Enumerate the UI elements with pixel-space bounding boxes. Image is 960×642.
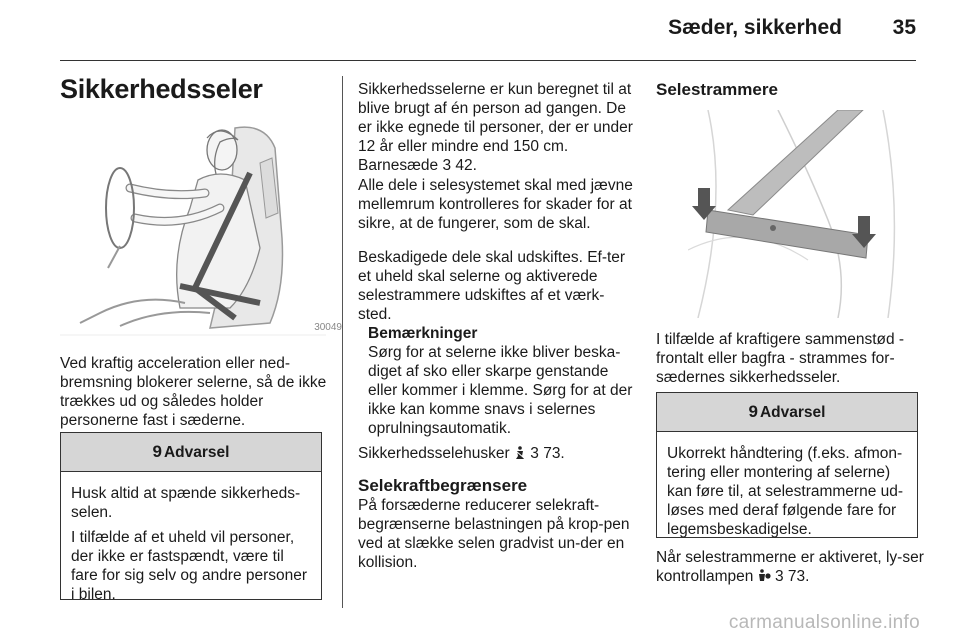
inspection-paragraph: Alle dele i selesystemet skal med jævne mellemrum kontrolleres for skader for at sikre, at de fungerer, som de skal. [358, 177, 633, 232]
warning-header [657, 393, 917, 432]
pretensioner-title: Selestrammere [656, 80, 778, 99]
warning-body [657, 432, 917, 539]
page-number: 35 [892, 16, 916, 39]
warning-text-1: Husk altid at spænde sikkerheds-selen. [71, 485, 301, 521]
subsection-text: På forsæderne reducerer selekraft-begrænserne belastningen på krop-pen ved at slække selen gradvist un-der en kollision. [358, 497, 630, 571]
reminder-text: Sikkerhedsselehusker [358, 445, 510, 462]
airbag-warning-lamp-icon [758, 568, 775, 585]
warning-symbol-icon: 9 [152, 442, 162, 461]
control-lamp-page-ref: 3 73. [774, 568, 810, 585]
warning-title: Advarsel [759, 404, 826, 421]
belt-lock-paragraph: Ved kraftig acceleration eller ned-bremsning blokerer selerne, så de ikke trækkes ud og således holder personerne fast i sæderne. [60, 355, 327, 429]
subsection-title: Selekraftbegrænsere [358, 476, 528, 495]
figure-code: 30049 [314, 322, 342, 333]
control-lamp-text: Når selestrammerne er aktiveret, ly-ser kontrollampen [656, 549, 924, 585]
header-divider [60, 60, 916, 61]
warning-symbol-icon: 9 [748, 402, 758, 421]
page-header-title: Sæder, sikkerhed [668, 16, 842, 39]
note-block [368, 324, 634, 438]
section-title: Sikkerhedsseler [60, 74, 263, 104]
pretensioner-figure-svg [688, 110, 918, 318]
warning-box-right [656, 392, 918, 538]
pretensioner-paragraph: I tilfælde af kraftigere sammenstød - frontalt eller bagfra - strammes for-sædernes sikkerhedsseler. [656, 331, 905, 386]
usage-paragraph: Sikkerhedsselerne er kun beregnet til at blive brugt af én person ad gangen. De er ikke egnede til personer, der er under 12 år eller mindre end 150 cm. Barnesæde 3 42. [358, 81, 633, 174]
seatbelt-driver-illustration [60, 118, 326, 336]
reminder-line [358, 444, 634, 463]
warning-body [61, 472, 321, 604]
warning-box-left [60, 432, 322, 603]
warning-title: Advarsel [163, 444, 230, 461]
warning-header [61, 433, 321, 472]
pretensioner-illustration [688, 110, 918, 318]
reminder-page-ref: 3 73. [530, 445, 565, 462]
control-lamp-paragraph [656, 548, 926, 586]
replacement-paragraph: Beskadigede dele skal udskiftes. Ef-ter et uheld skal selerne og aktiverede selestrammere udskiftes af et værk-sted. [358, 249, 626, 323]
note-title: Bemærkninger [368, 325, 478, 342]
warning-text-2: I tilfælde af et uheld vil personer, der ikke er fastspændt, være til fare for sig selv og andre personer i bilen. [71, 529, 308, 603]
warning-text-1: Ukorrekt håndtering (f.eks. afmon-tering eller montering af selerne) kan føre til, at selestrammerne ud-løses med deraf følgende fare for legemsbeskadigelse. [667, 445, 904, 538]
column-divider [342, 76, 343, 608]
note-text: Sørg for at selerne ikke bliver beska-diget af sko eller skarpe genstande eller kommer i klemme. Sørg for at der ikke kan komme snavs i selernes oprulningsautomatik. [368, 344, 633, 437]
watermark: carmanualsonline.info [728, 612, 920, 633]
seatbelt-reminder-icon [514, 445, 530, 462]
driver-figure-svg [60, 118, 326, 336]
